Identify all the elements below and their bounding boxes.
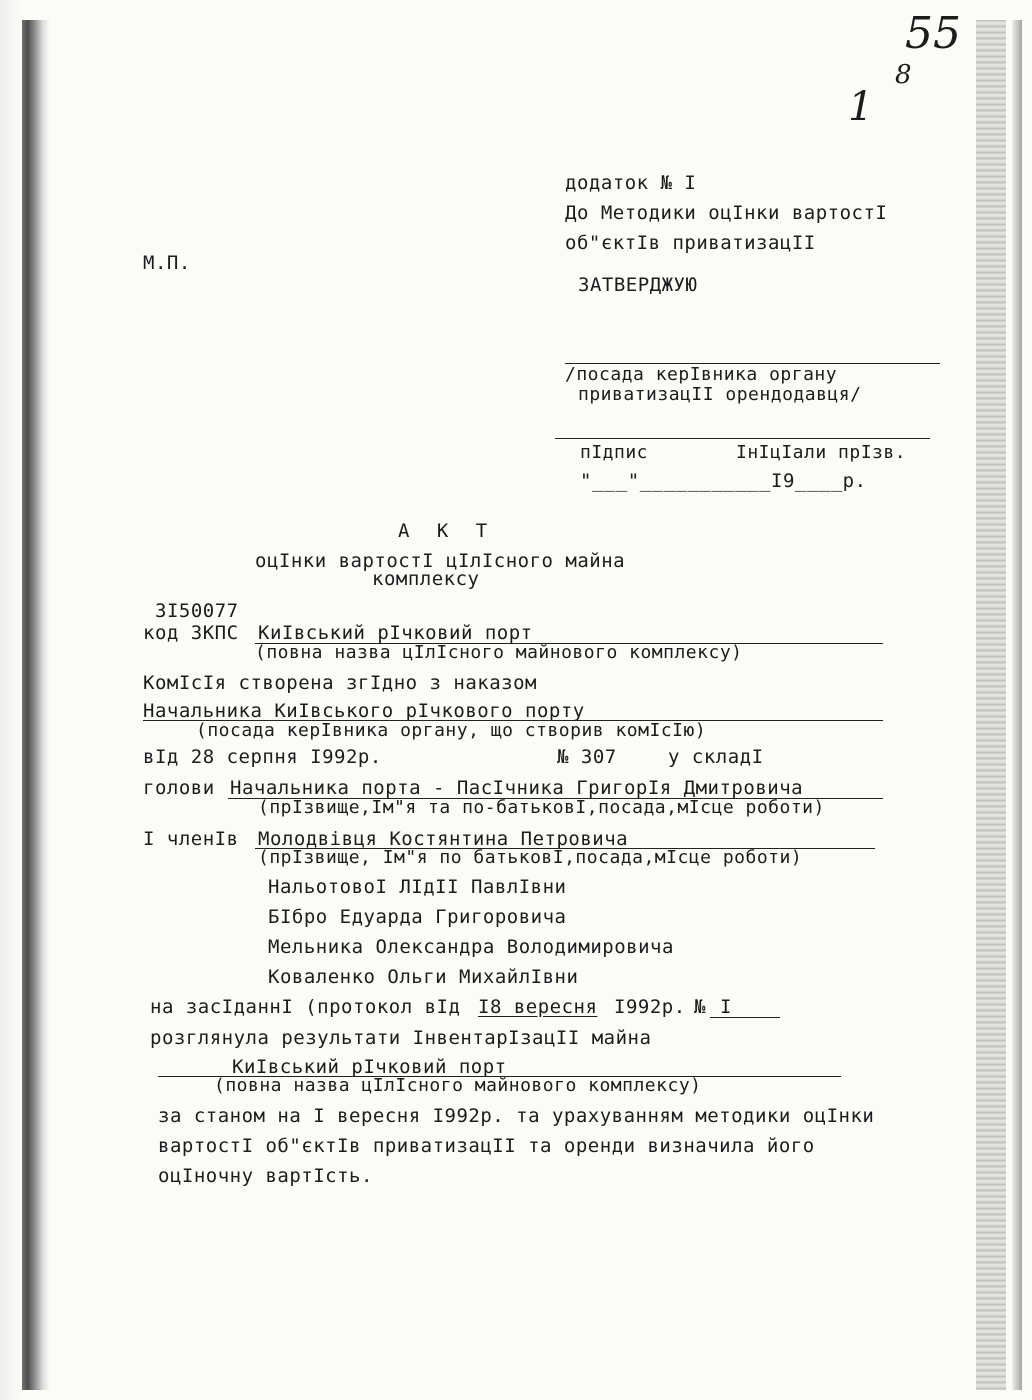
- sheet-number-small: 8: [895, 60, 912, 90]
- sheet-number: 55: [905, 8, 961, 59]
- chair-label: голови: [143, 777, 215, 799]
- binding-shadow-left: [22, 20, 50, 1390]
- composition-label: у складI: [668, 746, 764, 768]
- appendix-label: додаток № I: [565, 172, 697, 194]
- complex-caption-2: (повна назва цIлIсного майнового комплексу): [214, 1075, 702, 1096]
- complex-name-2: КиIвський рIчковий порт: [232, 1056, 507, 1078]
- scan-edge-right: [1012, 20, 1022, 1390]
- chair-name: Начальника порта - ПасIчника ГригорIя Дмитровича: [230, 777, 804, 799]
- conclusion-line-2: вартостI об"єктIв приватизацII та оренди визначила його: [158, 1135, 815, 1157]
- meeting-date: I8 вересня: [478, 996, 598, 1018]
- conclusion-line-1: за станом на I вересня I992р. та урахуванням методики оцIнки: [158, 1105, 875, 1127]
- signature-line: [555, 438, 930, 439]
- scan-edge-left: [0, 0, 22, 1400]
- order-author: Начальника КиIвського рIчкового порту: [143, 700, 585, 722]
- stamp-place: М.П.: [143, 252, 191, 274]
- chair-caption: (прIзвище,Iм"я та по-батьковI,посада,мIсце роботи): [258, 797, 825, 818]
- meeting-year: I992р.: [614, 996, 686, 1018]
- meeting-number-line: [710, 1017, 780, 1018]
- member-4: Мельника Олександра Володимировича: [268, 936, 674, 958]
- commission-intro: КомIсIя створена згIдно з наказом: [143, 672, 537, 694]
- page-number: 1: [848, 84, 874, 130]
- members-label: I членIв: [143, 828, 239, 850]
- conclusion-line-3: оцIночну вартIсть.: [158, 1165, 373, 1187]
- member-5: Коваленко Ольги МихайлIвни: [268, 966, 579, 988]
- reviewed-text: розглянула результати IнвентарIзацII майна: [150, 1027, 652, 1049]
- order-number: № 307: [557, 746, 617, 768]
- member-1: Молодвiвця Костянтина Петровича: [258, 828, 629, 850]
- document-subtitle-1: оцIнки вартостI цIлIсного майна: [255, 550, 626, 572]
- initials-caption: IнIцIали прIзв.: [736, 442, 907, 463]
- order-author-caption: (посада керIвника органу, що створив комIсIю): [196, 720, 707, 741]
- complex-name: КиIвський рIчковий порт: [258, 622, 533, 644]
- member-3: БIбро Едуарда Григоровича: [268, 906, 567, 928]
- date-line: "___"___________I9____р.: [580, 470, 867, 492]
- position-caption-2: приватизацII орендодавця/: [578, 384, 862, 405]
- document-title: А К Т: [398, 520, 496, 542]
- appendix-line-2: До Методики оцIнки вартостI: [565, 202, 888, 224]
- members-caption: (прIзвище, Iм"я по батьковI,посада,мIсце роботи): [258, 847, 803, 868]
- code-label: код ЗКПС: [143, 622, 239, 644]
- document-subtitle-2: комплексу: [372, 568, 480, 590]
- appendix-line-3: об"єктIв приватизацII: [565, 232, 816, 254]
- meeting-number-label: №: [694, 996, 706, 1018]
- complex-caption: (повна назва цIлIсного майнового комплексу): [255, 642, 743, 663]
- code-value: 3I50077: [155, 600, 239, 622]
- member-2: НальотовоI ЛIдII ПавлIвни: [268, 876, 567, 898]
- approve-label: ЗАТВЕРДЖУЮ: [578, 274, 698, 296]
- order-date: вIд 28 серпня I992р.: [143, 746, 382, 768]
- meeting-prefix: на засIданнI (протокол вIд: [150, 996, 461, 1018]
- binding-shadow-right: [976, 20, 1006, 1390]
- meeting-number: I: [720, 996, 732, 1018]
- signature-caption: пIдпис: [580, 442, 649, 463]
- position-caption-1: /посада керIвника органу: [565, 364, 838, 385]
